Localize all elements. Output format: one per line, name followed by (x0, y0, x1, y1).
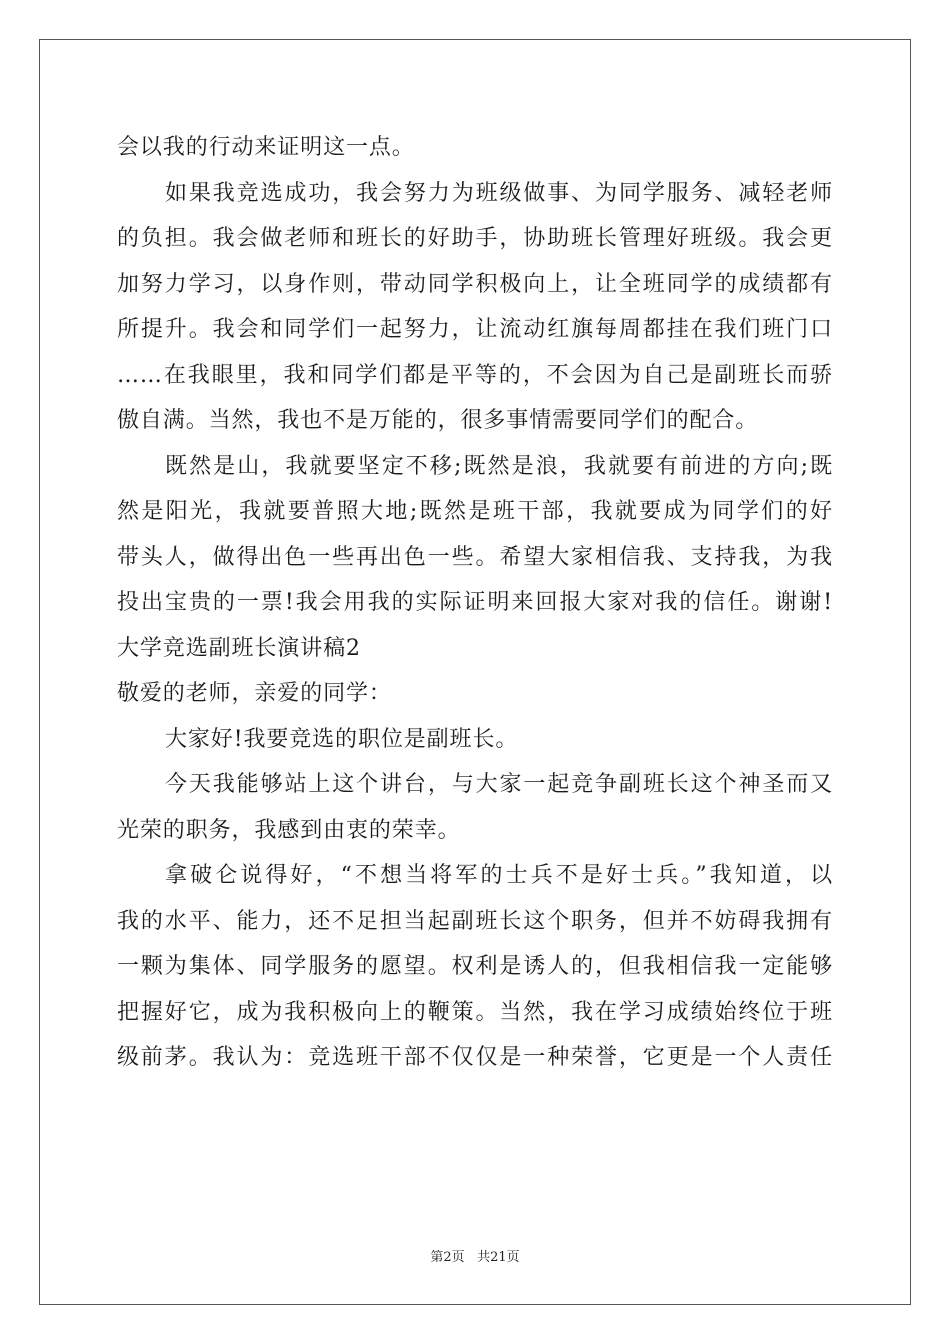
text-line: 既然是山，我就要坚定不移;既然是浪，我就要有前进的方向;既 (165, 453, 833, 479)
salutation: 敬爱的老师，亲爱的同学： (117, 681, 392, 706)
page-footer (0, 1246, 950, 1265)
text-line: 级前茅。我认为：竞选班干部不仅仅是一种荣誉，它更是一个人责任 (117, 1045, 833, 1070)
text-line: 今天我能够站上这个讲台，与大家一起竞争副班长这个神圣而又 (165, 772, 833, 797)
text-line: 的负担。我会做老师和班长的好助手，协助班长管理好班级。我会更 (117, 226, 833, 251)
text-line: 加努力学习，以身作则，带动同学积极向上，让全班同学的成绩都有 (117, 271, 833, 297)
page-total: 共21页 (477, 1250, 520, 1265)
text-line: 带头人，做得出色一些再出色一些。希望大家相信我、支持我，为我 (117, 544, 833, 570)
text-line: 如果我竞选成功，我会努力为班级做事、为同学服务、减轻老师 (165, 180, 833, 206)
text-line: 把握好它，成为我积极向上的鞭策。当然，我在学习成绩始终位于班 (117, 999, 833, 1025)
text-line: 光荣的职务，我感到由衷的荣幸。 (117, 817, 461, 843)
text-line: 大家好!我要竞选的职位是副班长。 (165, 726, 519, 752)
text-line: 所提升。我会和同学们一起努力，让流动红旗每周都挂在我们班门口 (117, 317, 833, 342)
text-line: 然是阳光，我就要普照大地;既然是班干部，我就要成为同学们的好 (117, 499, 833, 524)
page-number: 第2页 (430, 1250, 465, 1265)
section-heading: 大学竞选副班长演讲稿2 (117, 635, 361, 661)
text-line: 傲自满。当然，我也不是万能的，很多事情需要同学们的配合。 (117, 408, 759, 433)
text-line: 我的水平、能力，还不足担当起副班长这个职务，但并不妨碍我拥有 (117, 908, 833, 934)
text-line: 拿破仑说得好，“不想当将军的士兵不是好士兵。”我知道，以 (165, 863, 833, 888)
text-line: 投出宝贵的一票!我会用我的实际证明来回报大家对我的信任。谢谢! (117, 590, 833, 615)
document-body (117, 125, 833, 1081)
text-line: 一颗为集体、同学服务的愿望。权利是诱人的，但我相信我一定能够 (117, 954, 833, 979)
text-line: ……在我眼里，我和同学们都是平等的，不会因为自己是副班长而骄 (117, 362, 833, 388)
text-line: 会以我的行动来证明这一点。 (117, 135, 415, 160)
